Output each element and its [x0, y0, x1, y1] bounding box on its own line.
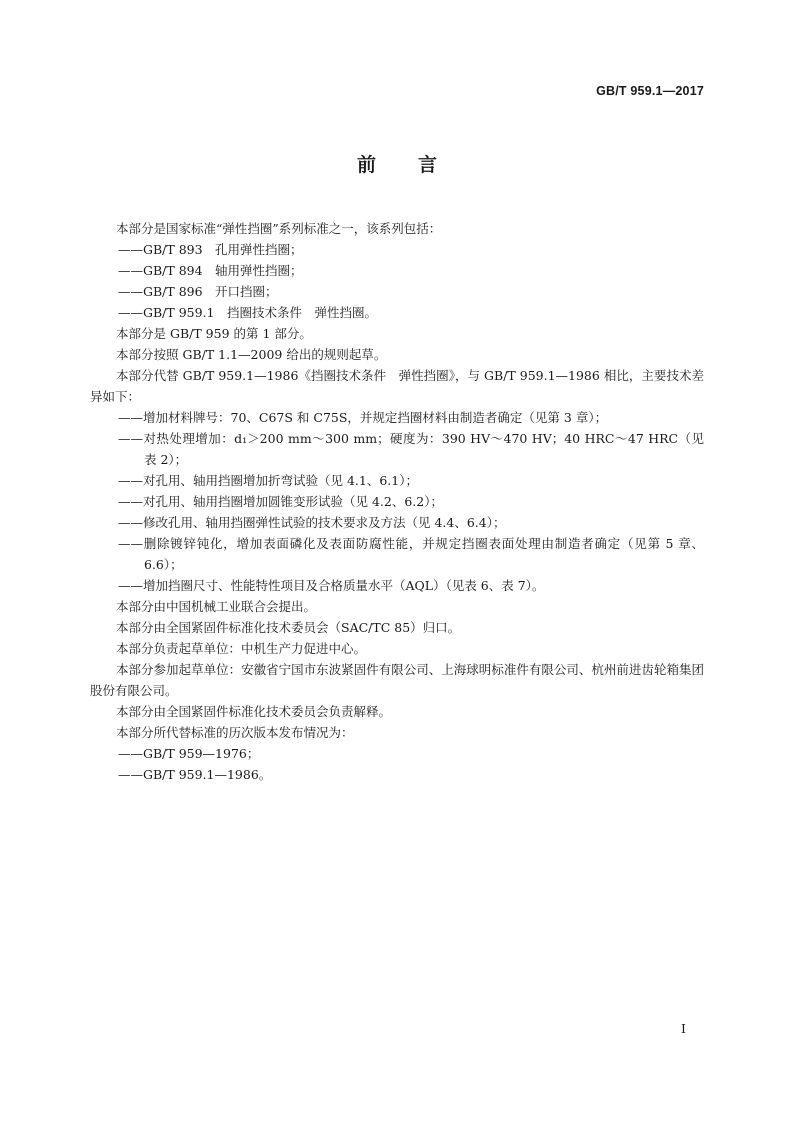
series-item: ——GB/T 893 孔用弹性挡圈； — [118, 242, 303, 257]
replacement-paragraph: 本部分代替 GB/T 959.1—1986《挡圈技术条件 弹性挡圈》，与 GB/T 959.1—1986 相比，主要技术差异如下： — [90, 368, 704, 404]
series-item: ——GB/T 894 轴用弹性挡圈； — [118, 263, 303, 278]
change-item: ——删除镀锌钝化，增加表面磷化及表面防腐性能，并规定挡圈表面处理由制造者确定（见第 5 章、6.6）； — [118, 536, 704, 572]
page-title — [0, 150, 794, 177]
foreword-body — [90, 218, 704, 785]
participants-paragraph: 本部分参加起草单位：安徽省宁国市东波紧固件有限公司、上海球明标准件有限公司、杭州前进齿轮箱集团股份有限公司。 — [90, 662, 704, 698]
interpretation-paragraph: 本部分由全国紧固件标准化技术委员会负责解释。 — [116, 704, 392, 719]
series-item: ——GB/T 896 开口挡圈； — [118, 284, 278, 299]
standard-code: GB/T 959.1—2017 — [596, 84, 704, 98]
history-item: ——GB/T 959.1—1986。 — [118, 767, 272, 782]
change-item: ——对孔用、轴用挡圈增加折弯试验（见 4.1、6.1）； — [118, 473, 418, 488]
committee-paragraph: 本部分由全国紧固件标准化技术委员会（SAC/TC 85）归口。 — [116, 620, 461, 635]
intro-paragraph: 本部分是国家标准“弹性挡圈”系列标准之一，该系列包括： — [116, 221, 442, 236]
change-item: ——增加挡圈尺寸、性能特性项目及合格质量水平（AQL）（见表 6、表 7）。 — [118, 578, 545, 593]
change-item: ——增加材料牌号：70、C67S 和 C75S，并规定挡圈材料由制造者确定（见第 3 章）； — [118, 410, 608, 425]
part-paragraph: 本部分是 GB/T 959 的第 1 部分。 — [116, 326, 312, 341]
drafting-rule-paragraph: 本部分按照 GB/T 1.1—2009 给出的规则起草。 — [116, 347, 387, 362]
series-item: ——GB/T 959.1 挡圈技术条件 弹性挡圈。 — [118, 305, 377, 320]
title-char-1: 前 — [356, 154, 376, 176]
change-item: ——对热处理增加：d₁＞200 mm～300 mm；硬度为：390 HV～470 HV；40 HRC～47 HRC（见表 2）； — [118, 431, 704, 467]
page-number: I — [681, 1021, 686, 1036]
change-item: ——修改孔用、轴用挡圈弹性试验的技术要求及方法（见 4.4、6.4）； — [118, 515, 506, 530]
drafter-paragraph: 本部分负责起草单位：中机生产力促进中心。 — [116, 641, 367, 656]
proposer-paragraph: 本部分由中国机械工业联合会提出。 — [116, 599, 317, 614]
history-item: ——GB/T 959—1976； — [118, 746, 260, 761]
title-char-2: 言 — [418, 154, 438, 176]
history-paragraph: 本部分所代替标准的历次版本发布情况为： — [116, 725, 354, 740]
change-item: ——对孔用、轴用挡圈增加圆锥变形试验（见 4.2、6.2）； — [118, 494, 443, 509]
